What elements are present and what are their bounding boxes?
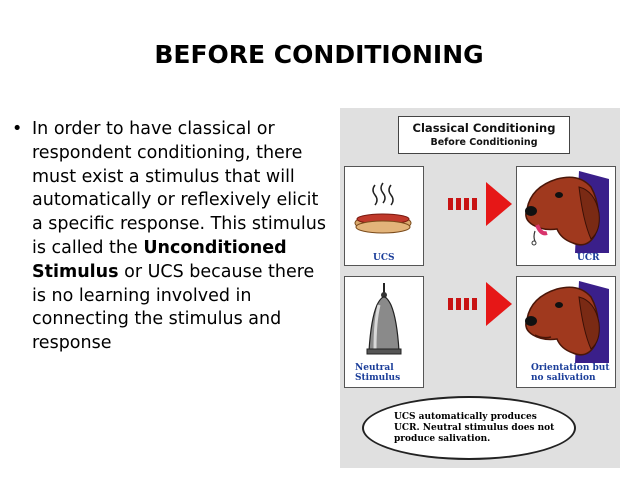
figure-title: Classical Conditioning <box>412 121 556 135</box>
classical-conditioning-figure <box>340 108 620 468</box>
orientation-label <box>531 363 610 383</box>
right-arrow-icon <box>448 278 518 338</box>
summary-bubble <box>362 396 576 460</box>
orientation-panel <box>516 276 616 388</box>
ucr-panel <box>516 166 616 266</box>
summary-bubble-text: UCS automatically produces UCR. Neutral stimulus does not produce salivation. <box>394 412 555 444</box>
right-arrow-icon <box>448 178 518 238</box>
orientation-label-line1: Orientation but <box>531 363 610 373</box>
ucs-label: UCS <box>373 253 395 263</box>
bullet-item <box>32 118 330 356</box>
hot-dog-icon <box>345 175 423 255</box>
neutral-arrow <box>448 278 518 343</box>
bullet-marker: • <box>12 119 23 139</box>
dog-icon <box>517 279 615 363</box>
slide-title: BEFORE CONDITIONING <box>154 40 484 69</box>
bullet-list <box>12 118 330 356</box>
ucs-panel <box>344 166 424 266</box>
bell-icon <box>345 279 423 365</box>
bullet-text-start: In order to have classical or respondent conditioning, there must exist a stimulus that will automatically or reflexively elicit a specific response. This stimulus is called the <box>32 119 326 258</box>
neutral-panel <box>344 276 424 388</box>
bullet-text-end: or UCS because there is no learning involved in connecting the stimulus and response <box>32 261 315 354</box>
ucs-arrow <box>448 178 518 243</box>
neutral-label-line1: Neutral <box>355 363 394 373</box>
ucr-label: UCR <box>577 253 600 263</box>
figure-title-box <box>398 116 570 154</box>
figure-subtitle: Before Conditioning <box>430 137 538 148</box>
orientation-label-line2: no salivation <box>531 373 596 383</box>
bullet-bold-term: Unconditioned Stimulus <box>32 237 287 282</box>
neutral-stimulus-label <box>355 363 400 383</box>
neutral-label-line2: Stimulus <box>355 373 401 383</box>
salivating-dog-icon <box>517 169 615 253</box>
